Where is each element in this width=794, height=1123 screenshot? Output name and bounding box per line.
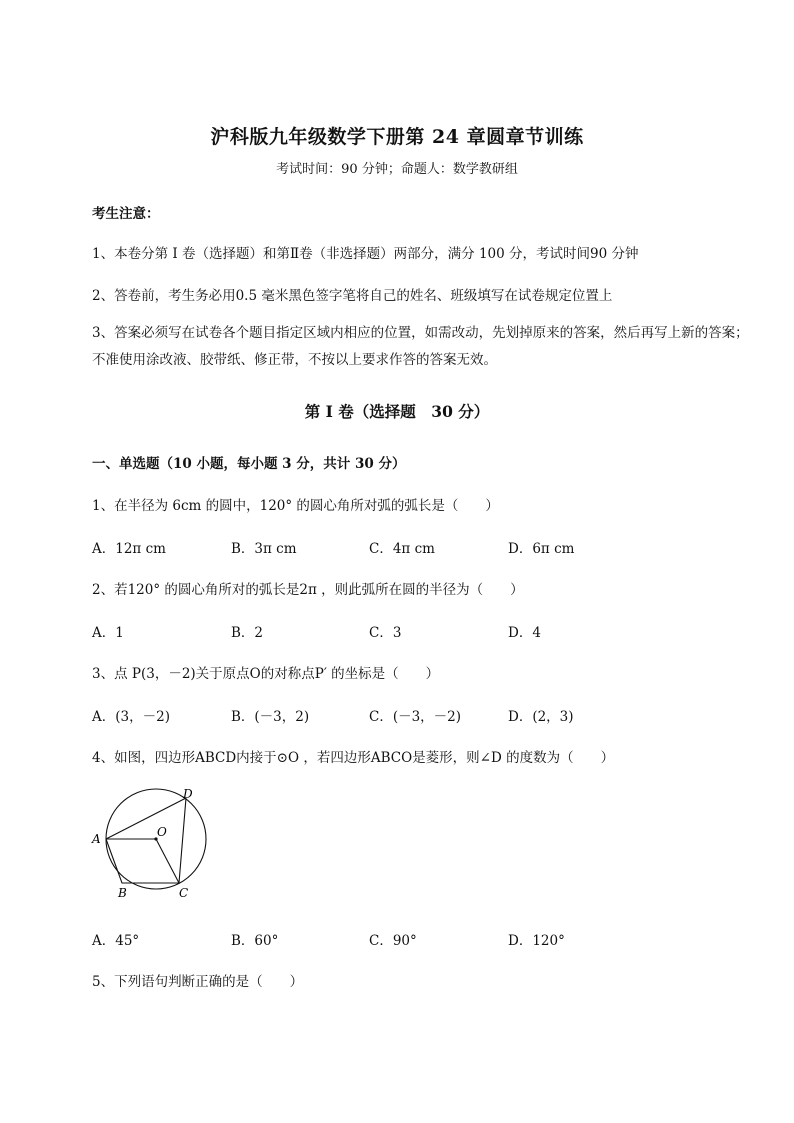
question-2-option-d[interactable]: D．4 bbox=[508, 625, 541, 641]
question-4-figure bbox=[88, 786, 218, 902]
question-4-option-a[interactable]: A．45° bbox=[92, 933, 140, 949]
label-b: B bbox=[118, 886, 127, 900]
question-4-option-c[interactable]: C．90° bbox=[369, 933, 417, 949]
notice-item-1: 1、本卷分第 I 卷（选择题）和第Ⅱ卷（非选择题）两部分，满分 100 分，考试时间90 分钟 bbox=[92, 246, 639, 262]
label-a: A bbox=[92, 832, 101, 846]
page-title: 沪科版九年级数学下册第 24 章圆章节训练 bbox=[210, 126, 584, 148]
label-d: D bbox=[183, 787, 193, 801]
question-3-option-a[interactable]: A．(3，－2) bbox=[92, 709, 170, 725]
section-title: 第 I 卷（选择题 30 分） bbox=[304, 402, 490, 421]
question-3-option-d[interactable]: D．(2，3) bbox=[508, 709, 574, 725]
question-1-stem: 1、在半径为 6cm 的圆中，120° 的圆心角所对弧的弧长是（ ） bbox=[92, 498, 499, 514]
question-2-option-c[interactable]: C．3 bbox=[369, 625, 402, 641]
segment-oc bbox=[156, 839, 179, 883]
question-1-option-b[interactable]: B．3π cm bbox=[231, 541, 297, 557]
question-3-option-c[interactable]: C．(－3，－2) bbox=[369, 709, 462, 725]
label-c: C bbox=[179, 886, 189, 900]
question-1-option-d[interactable]: D．6π cm bbox=[508, 541, 575, 557]
question-2-stem: 2、若120° 的圆心角所对的弧长是2π ，则此弧所在圆的半径为（ ） bbox=[92, 582, 524, 598]
notice-heading: 考生注意： bbox=[92, 206, 160, 222]
question-4-option-b[interactable]: B．60° bbox=[231, 933, 279, 949]
question-3-option-b[interactable]: B．(－3，2) bbox=[231, 709, 310, 725]
question-4-option-d[interactable]: D．120° bbox=[508, 933, 565, 949]
question-4-stem: 4、如图，四边形ABCD内接于⊙O ，若四边形ABCO是菱形，则∠D 的度数为（ ） bbox=[92, 750, 615, 766]
notice-item-3: 3、答案必须写在试卷各个题目指定区域内相应的位置，如需改动，先划掉原来的答案，然后再写上新的答案；不准使用涂改液、胶带纸、修正带，不按以上要求作答的答案无效。 bbox=[92, 325, 749, 368]
question-5-stem: 5、下列语句判断正确的是（ ） bbox=[92, 974, 304, 990]
segment-ad bbox=[106, 798, 186, 839]
exam-info: 考试时间：90 分钟；命题人：数学教研组 bbox=[276, 162, 518, 177]
label-o: O bbox=[157, 825, 167, 839]
question-2-option-b[interactable]: B．2 bbox=[231, 625, 264, 641]
question-1-option-a[interactable]: A．12π cm bbox=[92, 541, 166, 557]
part-heading: 一、单选题（10 小题，每小题 3 分，共计 30 分） bbox=[92, 456, 406, 472]
question-3-stem: 3、点 P(3，－2)关于原点O的对称点P′ 的坐标是（ ） bbox=[92, 666, 440, 682]
notice-item-2: 2、答卷前，考生务必用0.5 毫米黑色签字笔将自己的姓名、班级填写在试卷规定位置上 bbox=[92, 288, 613, 304]
question-1-option-c[interactable]: C．4π cm bbox=[369, 541, 435, 557]
question-2-option-a[interactable]: A．1 bbox=[92, 625, 124, 641]
segment-cd bbox=[179, 798, 186, 883]
